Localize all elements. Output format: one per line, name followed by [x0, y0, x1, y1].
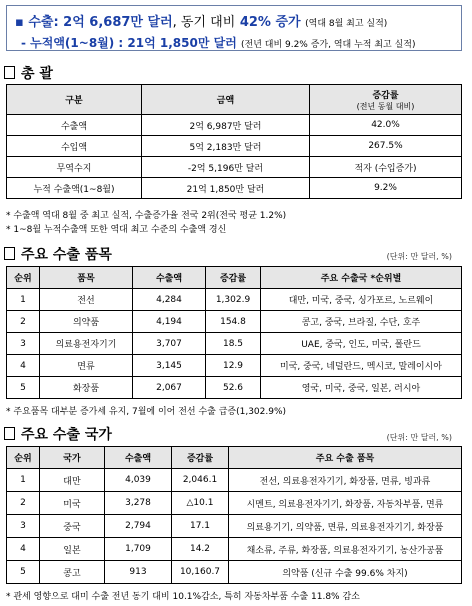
table-cell: 대만, 미국, 중국, 싱가포르, 노르웨이 [261, 289, 462, 311]
table-cell: 의약품 (신규 수출 99.6% 차지) [229, 561, 462, 584]
table-cell: 수출액 [7, 115, 142, 136]
table-cell: 14.2 [172, 538, 229, 561]
table-cell: 의료용전자기기 [40, 333, 133, 355]
col-header: 국가 [40, 447, 105, 469]
table-cell: 42.0% [310, 115, 462, 136]
col-header: 순위 [7, 447, 40, 469]
table-header-row [7, 85, 462, 115]
table-row [7, 115, 462, 136]
items-note: * 주요품목 대부분 증가세 유지, 7월에 이어 전선 수출 급증(1,302.9%) [6, 407, 287, 417]
table-row [7, 311, 462, 333]
table-cell: 5 [7, 561, 40, 584]
table-cell: 4,194 [133, 311, 206, 333]
table-cell: 2 [7, 311, 40, 333]
summary-note-1: (역대 8월 최고 실적) [305, 19, 388, 29]
table-cell: 의료용기기, 의약품, 면류, 의료용전자기기, 화장품 [229, 515, 462, 538]
table-cell: 콩고, 중국, 브라질, 수단, 호주 [261, 311, 462, 333]
items-unit: (단위: 만 달러, %) [386, 252, 452, 261]
table-cell: 무역수지 [7, 157, 142, 178]
section-box-icon [4, 427, 15, 440]
table-cell: 4,039 [105, 469, 172, 492]
overview-note-1: * 수출액 역대 8월 중 최고 실적, 수출증가율 전국 2위(전국 평균 1.2%) [6, 211, 287, 221]
col-header: 주요 수출국 *순위별 [261, 267, 462, 289]
table-cell: 154.8 [206, 311, 261, 333]
summary-compare-label: , 동기 대비 [172, 15, 236, 30]
overview-table [6, 84, 462, 199]
table-cell: 3,278 [105, 492, 172, 515]
col-header: 증감률 [206, 267, 261, 289]
section-box-icon [4, 66, 15, 79]
col-header: 증감률 [172, 447, 229, 469]
table-cell: 일본 [40, 538, 105, 561]
table-row [7, 355, 462, 377]
summary-cumulative: - 누적액(1~8월) : 21억 1,850만 달러 [21, 36, 237, 50]
col-header: 주요 수출 품목 [229, 447, 462, 469]
table-cell: 전선, 의료용전자기기, 화장품, 면류, 빙과류 [229, 469, 462, 492]
table-cell: 수입액 [7, 136, 142, 157]
col-header: 품목 [40, 267, 133, 289]
table-cell: 중국 [40, 515, 105, 538]
table-cell: 10,160.7 [172, 561, 229, 584]
col-header: 구분 [7, 85, 142, 115]
summary-export-amount: : 2억 6,687만 달러 [53, 15, 173, 30]
table-cell: 영국, 미국, 중국, 일본, 러시아 [261, 377, 462, 399]
col-header: 금액 [142, 85, 310, 115]
table-cell: 3,145 [133, 355, 206, 377]
table-cell: 5 [7, 377, 40, 399]
table-cell: -2억 5,196만 달러 [142, 157, 310, 178]
table-row [7, 538, 462, 561]
table-cell: 1 [7, 289, 40, 311]
section-items-title: 주요 수출 품목 [4, 244, 112, 264]
table-cell: 2 [7, 492, 40, 515]
summary-line-2 [21, 34, 415, 51]
table-cell: 4 [7, 355, 40, 377]
table-header-row [7, 267, 462, 289]
table-cell: 1 [7, 469, 40, 492]
col-header: 수출액 [133, 267, 206, 289]
table-cell: 미국 [40, 492, 105, 515]
table-cell: 52.6 [206, 377, 261, 399]
summary-note-2: (전년 대비 9.2% 증가, 역대 누적 최고 실적) [240, 40, 416, 50]
section-overview-title: 총 괄 [4, 63, 53, 83]
table-cell: 미국, 중국, 네덜란드, 멕시코, 말레이시아 [261, 355, 462, 377]
table-row [7, 561, 462, 584]
table-row [7, 333, 462, 355]
table-cell: 267.5% [310, 136, 462, 157]
countries-table [6, 446, 462, 584]
table-cell: UAE, 중국, 인도, 미국, 폴란드 [261, 333, 462, 355]
table-row [7, 157, 462, 178]
table-cell: 12.9 [206, 355, 261, 377]
table-cell: 면류 [40, 355, 133, 377]
countries-note: * 관세 영향으로 대미 수출 전년 동기 대비 10.1%감소, 특히 자동차부품 수출 11.8% 감소 [6, 592, 360, 602]
table-row [7, 469, 462, 492]
overview-note-2: * 1~8월 누적수출액 또한 역대 최고 수준의 수출액 경신 [6, 225, 227, 235]
section-countries-title: 주요 수출 국가 [4, 424, 112, 444]
table-cell: 대만 [40, 469, 105, 492]
table-cell: 18.5 [206, 333, 261, 355]
table-cell: △10.1 [172, 492, 229, 515]
table-cell: 2,046.1 [172, 469, 229, 492]
table-row [7, 377, 462, 399]
summary-growth: 42% 증가 [239, 15, 301, 30]
table-cell: 2,067 [133, 377, 206, 399]
table-cell: 의약품 [40, 311, 133, 333]
table-row [7, 492, 462, 515]
table-cell: 2억 6,987만 달러 [142, 115, 310, 136]
table-row [7, 289, 462, 311]
table-cell: 3 [7, 333, 40, 355]
table-cell: 1,302.9 [206, 289, 261, 311]
table-row [7, 515, 462, 538]
table-cell: 5억 2,183만 달러 [142, 136, 310, 157]
table-cell: 화장품 [40, 377, 133, 399]
summary-line-1 [15, 11, 387, 30]
table-cell: 콩고 [40, 561, 105, 584]
table-cell: 누적 수출액(1~8월) [7, 178, 142, 199]
table-cell: 4,284 [133, 289, 206, 311]
table-cell: 21억 1,850만 달러 [142, 178, 310, 199]
table-cell: 9.2% [310, 178, 462, 199]
table-cell: 1,709 [105, 538, 172, 561]
col-header: 증감률 (전년 동월 대비) [310, 85, 462, 115]
items-table [6, 266, 462, 399]
summary-box [6, 5, 462, 51]
col-header: 수출액 [105, 447, 172, 469]
table-header-row [7, 447, 462, 469]
section-box-icon [4, 247, 15, 260]
table-row [7, 136, 462, 157]
summary-label: ▪ 수출 [15, 15, 54, 30]
table-cell: 적자 (수입증가) [310, 157, 462, 178]
table-cell: 913 [105, 561, 172, 584]
table-row [7, 178, 462, 199]
countries-unit: (단위: 만 달러, %) [386, 433, 452, 442]
table-cell: 3 [7, 515, 40, 538]
table-cell: 3,707 [133, 333, 206, 355]
table-cell: 4 [7, 538, 40, 561]
table-cell: 전선 [40, 289, 133, 311]
table-cell: 17.1 [172, 515, 229, 538]
col-header: 순위 [7, 267, 40, 289]
table-cell: 시멘트, 의료용전자기기, 화장품, 자동차부품, 면류 [229, 492, 462, 515]
table-cell: 2,794 [105, 515, 172, 538]
table-cell: 채소류, 주류, 화장품, 의료용전자기기, 농산가공품 [229, 538, 462, 561]
